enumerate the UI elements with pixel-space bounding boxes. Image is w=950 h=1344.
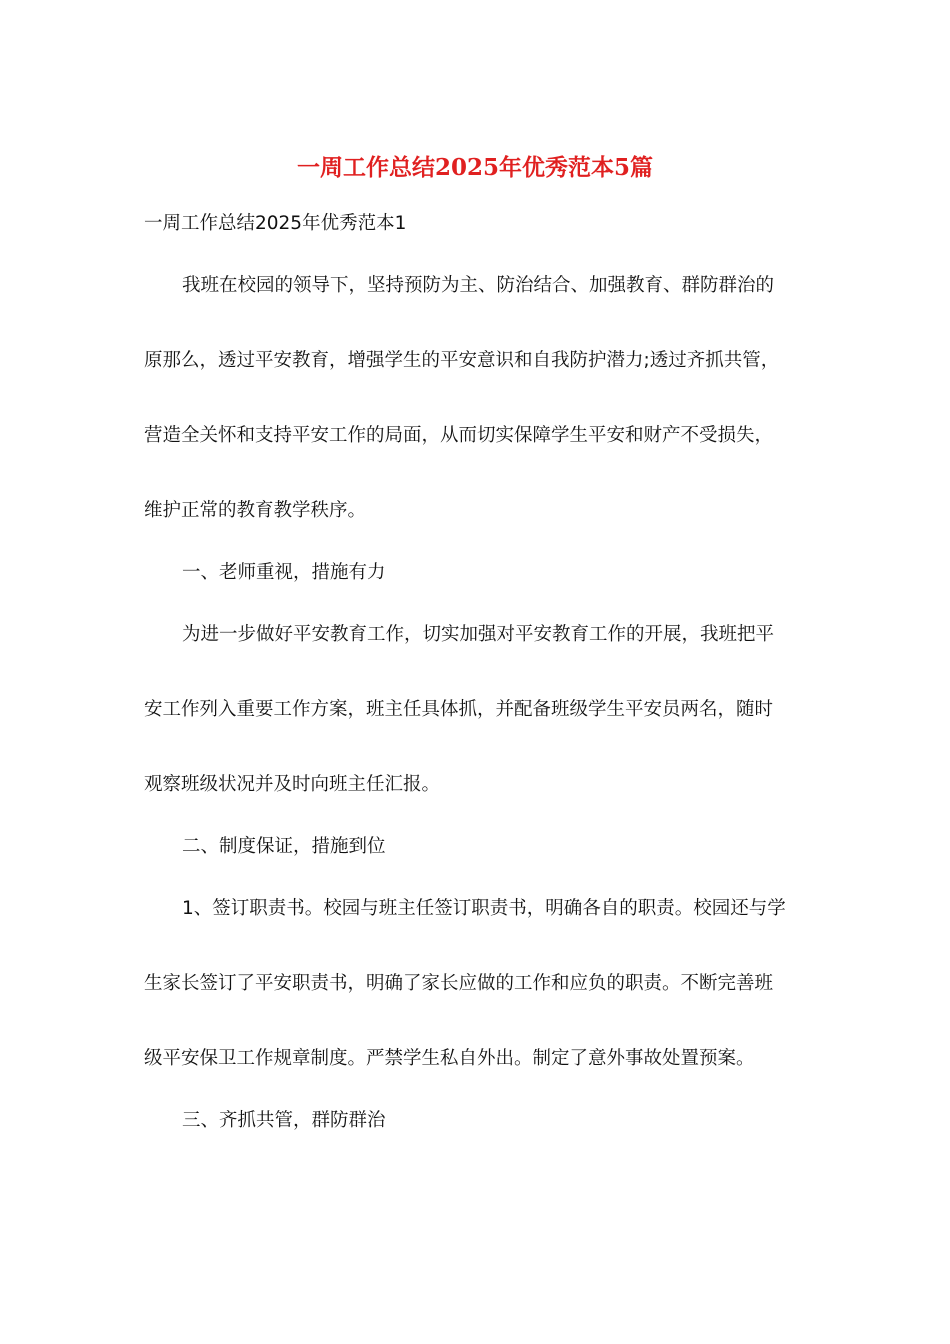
section-heading-3: 三、齐抓共管，群防群治 — [182, 1110, 386, 1131]
section-subtitle: 一周工作总结2025年优秀范本1 — [144, 213, 407, 234]
paragraph-2-line-2: 安工作列入重要工作方案，班主任具体抓，并配备班级学生平安员两名，随时 — [144, 699, 774, 720]
section-heading-2: 二、制度保证，措施到位 — [182, 836, 386, 857]
paragraph-2-line-1: 为进一步做好平安教育工作，切实加强对平安教育工作的开展，我班把平 — [182, 624, 775, 645]
paragraph-1-line-3: 营造全关怀和支持平安工作的局面，从而切实保障学生平安和财产不受损失， — [144, 425, 774, 446]
paragraph-1-line-2: 原那么，透过平安教育，增强学生的平安意识和自我防护潜力;透过齐抓共管， — [144, 350, 780, 371]
paragraph-1-line-4: 维护正常的教育教学秩序。 — [144, 500, 367, 521]
paragraph-1-line-1: 我班在校园的领导下，坚持预防为主、防治结合、加强教育、群防群治的 — [182, 275, 775, 296]
document-title: 一周工作总结2025年优秀范本5篇 — [296, 154, 654, 181]
paragraph-3-line-1: 1、签订职责书。校园与班主任签订职责书，明确各自的职责。校园还与学 — [182, 898, 786, 919]
paragraph-3-line-3: 级平安保卫工作规章制度。严禁学生私自外出。制定了意外事故处置预案。 — [144, 1048, 755, 1069]
section-heading-1: 一、老师重视，措施有力 — [182, 562, 386, 583]
paragraph-2-line-3: 观察班级状况并及时向班主任汇报。 — [144, 774, 441, 795]
paragraph-3-line-2: 生家长签订了平安职责书，明确了家长应做的工作和应负的职责。不断完善班 — [144, 973, 774, 994]
